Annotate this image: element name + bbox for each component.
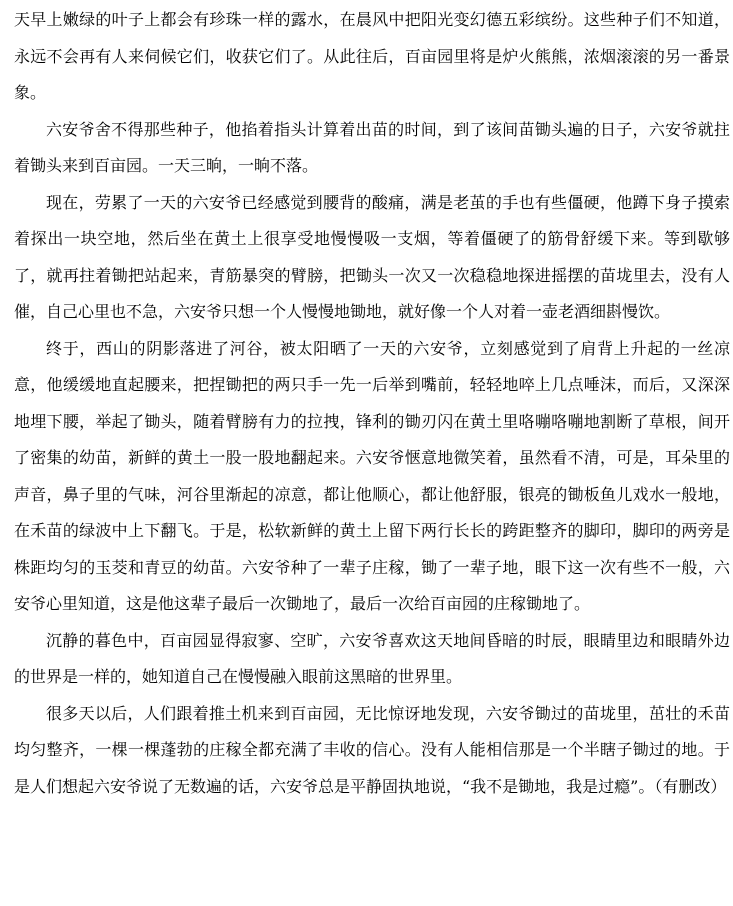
paragraph: 很多天以后，人们跟着推土机来到百亩园，无比惊讶地发现，六安爷锄过的苗垅里，茁壮的禾苗均匀整齐，一棵一棵蓬勃的庄稼全都充满了丰收的信心。没有人能相信那是一个半瞎子锄过的地。于是人们想起六安爷说了无数遍的话，六安爷总是平静固执地说，“我不是锄地，我是过瘾”。（有删改） [14,703,730,796]
paragraph: 六安爷舍不得那些种子，他掐着指头计算着出苗的时间，到了该间苗锄头遍的日子，六安爷就拄着锄头来到百亩园。一天三晌，一晌不落。 [14,119,730,175]
paragraph: 天早上嫩绿的叶子上都会有珍珠一样的露水，在晨风中把阳光变幻德五彩缤纷。这些种子们不知道，永远不会再有人来伺候它们，收获它们了。从此往后，百亩园里将是炉火熊熊，浓烟滚滚的另一番景象。 [14,10,730,102]
paragraph: 现在，劳累了一天的六安爷已经感觉到腰背的酸痛，满是老茧的手也有些僵硬，他蹲下身子摸索着探出一块空地，然后坐在黄土上很享受地慢慢吸一支烟，等着僵硬了的筋骨舒缓下来。等到歇够了，就再拄着锄把站起来，青筋暴突的臂膀，把锄头一次又一次稳稳地探进摇摆的苗垅里去，没有人催，自己心里也不急，六安爷只想一个人慢慢地锄地，就好像一个人对着一壶老酒细斟慢饮。 [14,192,730,321]
paragraph: 沉静的暮色中，百亩园显得寂寥、空旷，六安爷喜欢这天地间昏暗的时辰，眼睛里边和眼睛外边的世界是一样的，她知道自己在慢慢融入眼前这黑暗的世界里。 [14,630,730,686]
paragraph: 终于，西山的阴影落进了河谷，被太阳晒了一天的六安爷，立刻感觉到了肩背上升起的一丝凉意，他缓缓地直起腰来，把捏锄把的两只手一先一后举到嘴前，轻轻地啐上几点唾沫，而后，又深深地埋下腰，举起了锄头，随着臂膀有力的拉拽，锋利的锄刃闪在黄土里咯嘣咯嘣地割断了草根，间开了密集的幼苗，新鲜的黄土一股一股地翻起来。六安爷惬意地微笑着，虽然看不清，可是，耳朵里的声音，鼻子里的气味，河谷里渐起的凉意，都让他顺心，都让他舒服，银亮的锄板鱼儿戏水一般地，在禾苗的绿波中上下翻飞。于是，松软新鲜的黄土上留下两行长长的跨距整齐的脚印，脚印的两旁是株距均匀的玉茭和青豆的幼苗。六安爷种了一辈子庄稼，锄了一辈子地，眼下这一次有些不一般，六安爷心里知道，这是他这辈子最后一次锄地了，最后一次给百亩园的庄稼锄地了。 [14,338,730,613]
document-body [14,2,730,805]
